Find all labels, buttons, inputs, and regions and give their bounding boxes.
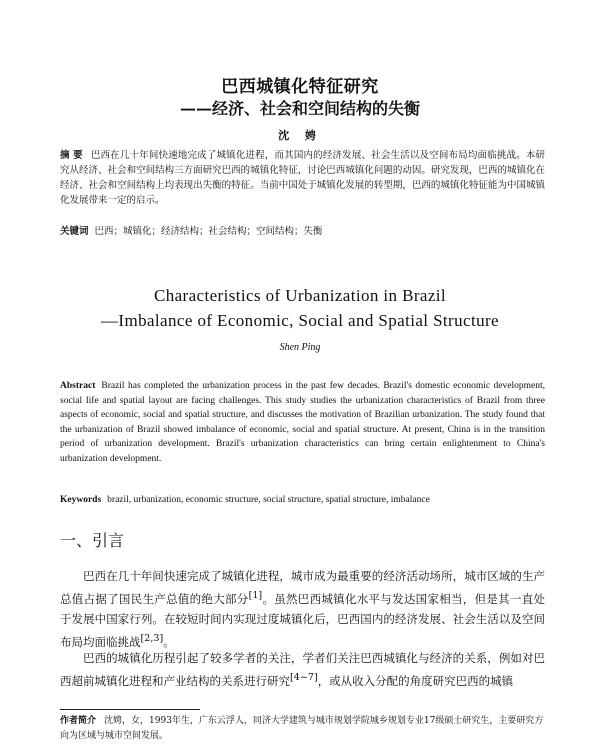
english-author: Shen Ping	[279, 342, 321, 353]
citation-2: [2,3]	[140, 632, 164, 644]
chinese-abstract-text: 巴西在几十年间快速地完成了城镇化进程，而其国内的经济发展、社会生活以及空间布局均面临挑战。本研究从经济、社会和空间结构三方面研究巴西的城镇化特征，讨论巴西城镇化问题的动因。研究发现，巴西的城镇化在经济、社会和空间结构上均表现出失衡的特征。当前中国处于城镇化发展的转型期，巴西的城镇化特征能为中国城镇化发展带来一定的启示。	[60, 150, 545, 206]
english-title-line1: Characteristics of Urbanization in Brazil	[153, 286, 447, 305]
english-keywords-label: Keywords	[60, 495, 102, 505]
author-footnote	[60, 714, 545, 744]
english-abstract-text: Brazil has completed the urbanization process in the past few decades. Brazil's domestic economic development, social life and spatial layout are facing challenges. This study studies the urbanization characteristics of Brazil from three aspects of economic, social and spatial structure, and discusses the motivation of Brazilian urbanization. The study found that the urbanization of Brazil showed imbalance of economic, social and spatial structure. At present, China is in the transition period of urbanization development. Brazil's urbanization characteristics can bring certain enlightenment to China's urbanization development.	[60, 381, 545, 464]
chinese-keywords-text: 巴西；城镇化；经济结构；社会结构；空间结构；失衡	[94, 226, 323, 237]
english-title-line2: —Imbalance of Economic, Social and Spatial Structure	[101, 311, 499, 330]
chinese-title: 巴西城镇化特征研究	[221, 77, 379, 97]
english-abstract-label: Abstract	[60, 381, 96, 391]
paragraph-1-text-c: 。	[163, 634, 175, 649]
chinese-keywords	[60, 224, 545, 239]
paragraph-1-text-b: 。虽然巴西城镇化水平与发达国家相当，但是其一直处于发展中国家行列。在较短时间内实现过度城镇化后，巴西国内的经济发展、社会生活以及空间布局均面临挑战	[60, 591, 546, 649]
paragraph-2-text-b: ，或从收入分配的角度研究巴西的城镇	[317, 673, 514, 688]
citation-3: [4~7]	[290, 672, 318, 683]
english-keywords	[60, 493, 545, 507]
footnote-label: 作者简介	[60, 716, 97, 726]
english-keywords-text: brazil, urbanization, economic structure, social structure, spatial structure, imbalance	[107, 495, 430, 505]
citation-1: [1]	[248, 590, 263, 601]
chinese-abstract-label: 摘 要	[60, 150, 83, 161]
chinese-subtitle: ——经济、社会和空间结构的失衡	[179, 99, 420, 118]
body-paragraph-1	[60, 566, 545, 652]
paragraph-2-text-a: 巴西的城镇化历程引起了较多学者的关注，学者们关注巴西城镇化与经济的关系，例如对巴西超前城镇化进程和产业结构的关系进行研究	[60, 651, 545, 688]
chinese-author: 沈 娉	[278, 129, 322, 142]
section-heading-introduction: 一、引言	[60, 531, 125, 550]
paragraph-1-text-a: 巴西在几十年间快速完成了城镇化进程，城市成为最重要的经济活动场所，城市区域的生产总值占据了国民生产总值的绝大部分	[60, 569, 545, 606]
footnote-text: 沈娉，女，1993年生，广东云浮人，同济大学建筑与城市规划学院城乡规划专业17级硕士研究生，主要研究方向为区域与城市空间发展。	[60, 716, 544, 741]
body-paragraph-2	[60, 648, 545, 691]
chinese-keywords-label: 关键词	[60, 226, 89, 237]
chinese-abstract	[60, 148, 545, 208]
footnote-divider	[60, 709, 200, 710]
english-abstract	[60, 379, 545, 466]
